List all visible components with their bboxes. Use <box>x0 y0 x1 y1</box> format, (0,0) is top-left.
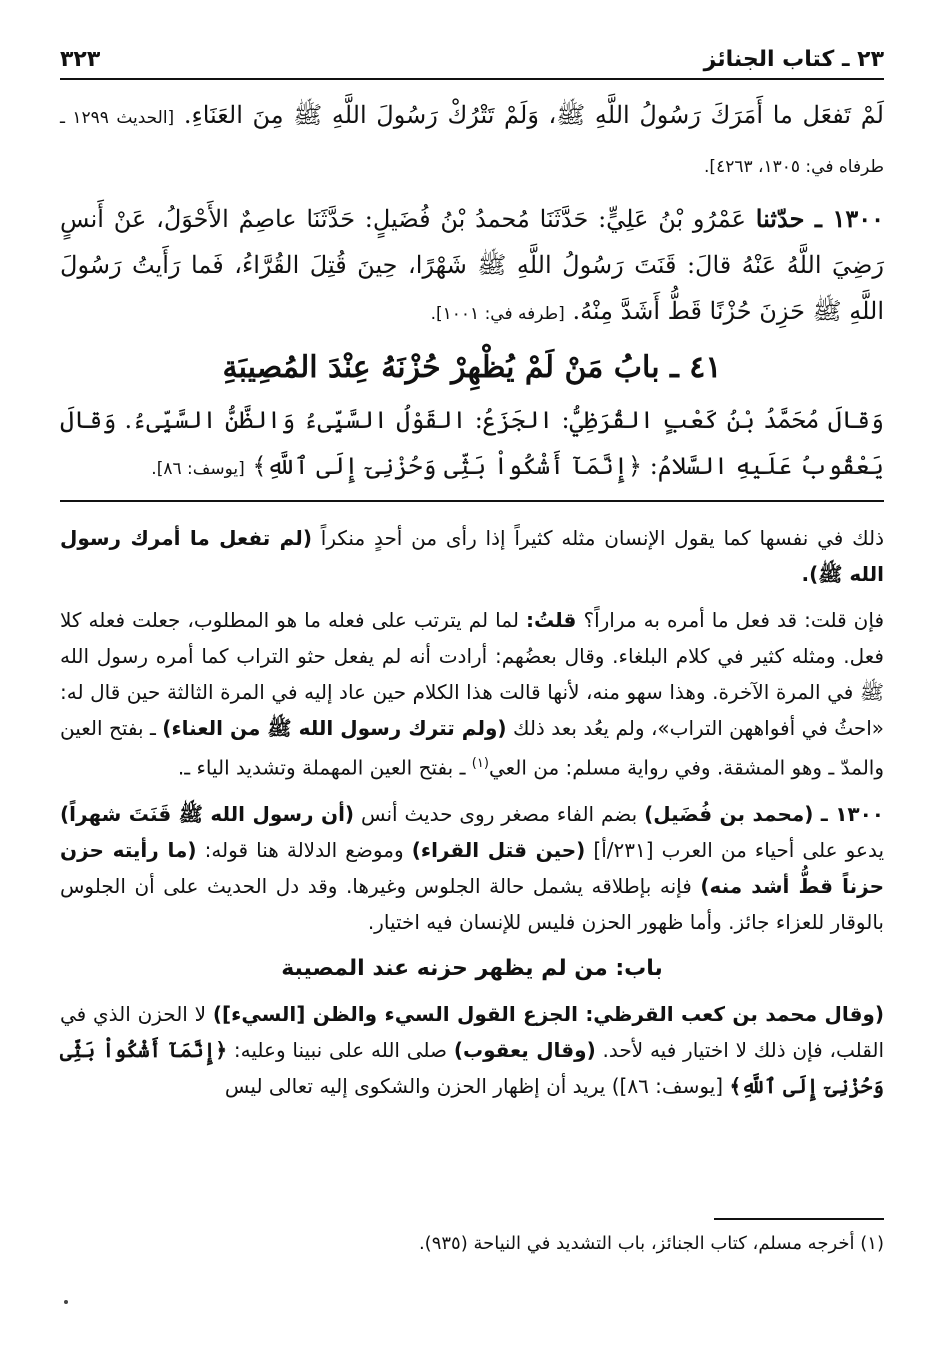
hadith-1299-text: لَمْ تَفعَل ما أَمَرَكَ رَسُولُ اللَّهِ ﷺ، وَلَمْ تَتْرُكْ رَسُولَ اللَّهِ ﷺ مِنَ العَنَاءِ. <box>183 101 884 129</box>
commentary-p3-quote-1: (أن رسول الله ﷺ قَنَتَ شهراً) <box>60 801 355 826</box>
commentary-p2-quote: (ولم تترك رسول الله ﷺ من العناء) <box>162 716 507 740</box>
commentary-p3-quote-2: (حين قتل القراء) <box>411 837 586 862</box>
commentary-p2-end: ـ بفتح العين المهملة وتشديد الياء ـ. <box>177 755 466 780</box>
hadith-1299-ending <box>60 92 884 190</box>
hadith-1300 <box>60 196 884 337</box>
commentary-p3-c: يدعو على أحياء من العرب [٢٣١/أ] <box>593 837 885 862</box>
footnote-marker: (١) <box>471 756 489 771</box>
scan-speck <box>64 1300 68 1304</box>
chapter-41-text-para <box>60 397 884 492</box>
page-number: ٣٢٣ <box>60 47 101 72</box>
commentary-para-4 <box>60 996 884 1104</box>
commentary-para-2 <box>60 602 884 786</box>
commentary-p1-text: ذلك في نفسها كما يقول الإنسان مثله كثيراً إذا رأى من أحدٍ منكراً <box>320 526 884 550</box>
commentary-p4-quran: ﴿إِنَّمَآ أَشْكُواْ بَثِّى وَحُزْنِىٓ إِلَى ٱللَّهِ﴾ <box>60 1037 884 1098</box>
commentary-p4-quote-2: (وقال يعقوب) <box>453 1037 596 1062</box>
commentary-p4-quote-1: (وقال محمد بن كعب القرظي: الجزع القول السيء والظن [السيء]) <box>212 1001 884 1026</box>
chapter-41-text: وَقالَ مُحَمَّدُ بْنُ كَعْبٍ القُرَظِيُّ: الجَزَعُ: القَوْلُ السَّيِّىءُ وَالظَّنُّ السَّيِّىءُ. وَقالَ يَعْقُوبُ عَلَيهِ السَّلامُ: ﴿إِنَّمَآ أَشْكُواْ بَثِّى وَحُزْنِىٓ إِلَى ٱللَّهِ﴾ <box>60 406 884 480</box>
commentary-p4-b: لا الحزن الذي في القلب، فإن ذلك لا اختيار فيه لأحد. <box>60 1001 885 1062</box>
footnote-rule <box>714 1218 884 1220</box>
commentary-p4-d: صلى الله على نبينا وعليه: <box>233 1037 448 1062</box>
running-header <box>60 38 884 80</box>
chapter-41-reference: [يوسف: ٨٦]. <box>151 459 245 479</box>
commentary-p2-tail: ـ بفتح العين والمدّ ـ وهو المشقة. وفي رواية مسلم: من العي <box>60 716 884 780</box>
hadith-1300-number: ١٣٠٠ ـ حدّثنا <box>755 204 884 233</box>
hadith-1300-reference: [طرفه في: ١٠٠١]. <box>430 304 565 324</box>
footnote <box>60 1228 884 1260</box>
commentary-p1-quote: (لم تفعل ما أمرك رسول الله ﷺ). <box>60 526 884 586</box>
commentary-p3-number: ١٣٠٠ ـ (محمد بن فُضَيل) <box>644 801 885 826</box>
commentary-p2-lead: فإن قلت: قد فعل ما أمره به مراراً؟ <box>583 608 885 632</box>
commentary-p3-a: بضم الفاء مصغر روى حديث أنس <box>360 801 638 826</box>
hadith-1299-reference: [الحديث ١٢٩٩ ـ طرفاه في: ١٣٠٥، ٤٢٦٣]. <box>60 108 884 177</box>
chapter-41-title: ٤١ ـ بابُ مَنْ لَمْ يُظْهِرْ حُزْنَهُ عِنْدَ المُصِيبَةِ <box>222 350 722 385</box>
hadith-text-block <box>60 92 884 492</box>
commentary-block <box>60 520 884 1114</box>
commentary-p3-e: وموضع الدلالة هنا قوله: <box>204 837 404 862</box>
chapter-running-title: ٢٣ ـ كتاب الجنائز <box>703 47 884 72</box>
commentary-p4-e: [يوسف: ٨٦]) يريد أن إظهار الحزن والشكوى إليه تعالى ليس <box>224 1073 724 1098</box>
commentary-chapter-heading: باب: من لم يظهر حزنه عند المصيبة <box>281 955 663 981</box>
footnote-number: (١) <box>860 1233 884 1254</box>
commentary-para-3 <box>60 796 884 940</box>
commentary-p3-g: فإنه بإطلاقه يشمل حالة الجلوس وغيرها. وقد دل الحديث على أن الجلوس بالوقار للعزاء جائز. وأما ظهور الحزن فليس للإنسان فيه اختيار. <box>60 873 884 934</box>
footnote-text: أخرجه مسلم، كتاب الجنائز، باب التشديد في النياحة (٩٣٥). <box>418 1233 855 1254</box>
hadith-1300-text: عَمْرُو بْنُ عَلِيٍّ: حَدَّثَنَا مُحمدُ بْنُ فُضَيلٍ: حَدَّثَنَا عاصِمٌ الأَحْوَلُ، عَنْ أَنسٍ رَضِيَ اللَّهُ عَنْهُ قالَ: قَنَتَ رَسُولُ اللَّهِ ﷺ شَهْرًا، حِينَ قُتِلَ القُرَّاءُ، فَما رَأَيتُ رَسُولَ اللَّهِ ﷺ حَزِنَ حُزْنًا قَطُّ أَشَدَّ مِنْهُ. <box>60 205 884 325</box>
commentary-p2-qult: قلتُ: <box>525 608 577 632</box>
commentary-p3-quote-3: (ما رأيته حزن حزناً قطُّ أشد منه) <box>60 837 885 898</box>
commentary-para-1 <box>60 520 884 592</box>
text-commentary-divider <box>60 500 884 502</box>
commentary-p2-text: لما لم يترتب على فعله ما هو المطلوب، جعلت فعله كلا فعل. ومثله كثير في كلام البلغاء. وقال بعضُهم: أرادت أنه لم يفعل حثو التراب كما أمره رسول الله ﷺ في المرة الآخرة. وهذا سهو منه، لأنها قالت هذا الكلام حين عاد إليه في المرة الثالثة حين قال له: «احثُ في أفواههن التراب»، ولم يعُد بعد ذلك <box>60 608 885 740</box>
